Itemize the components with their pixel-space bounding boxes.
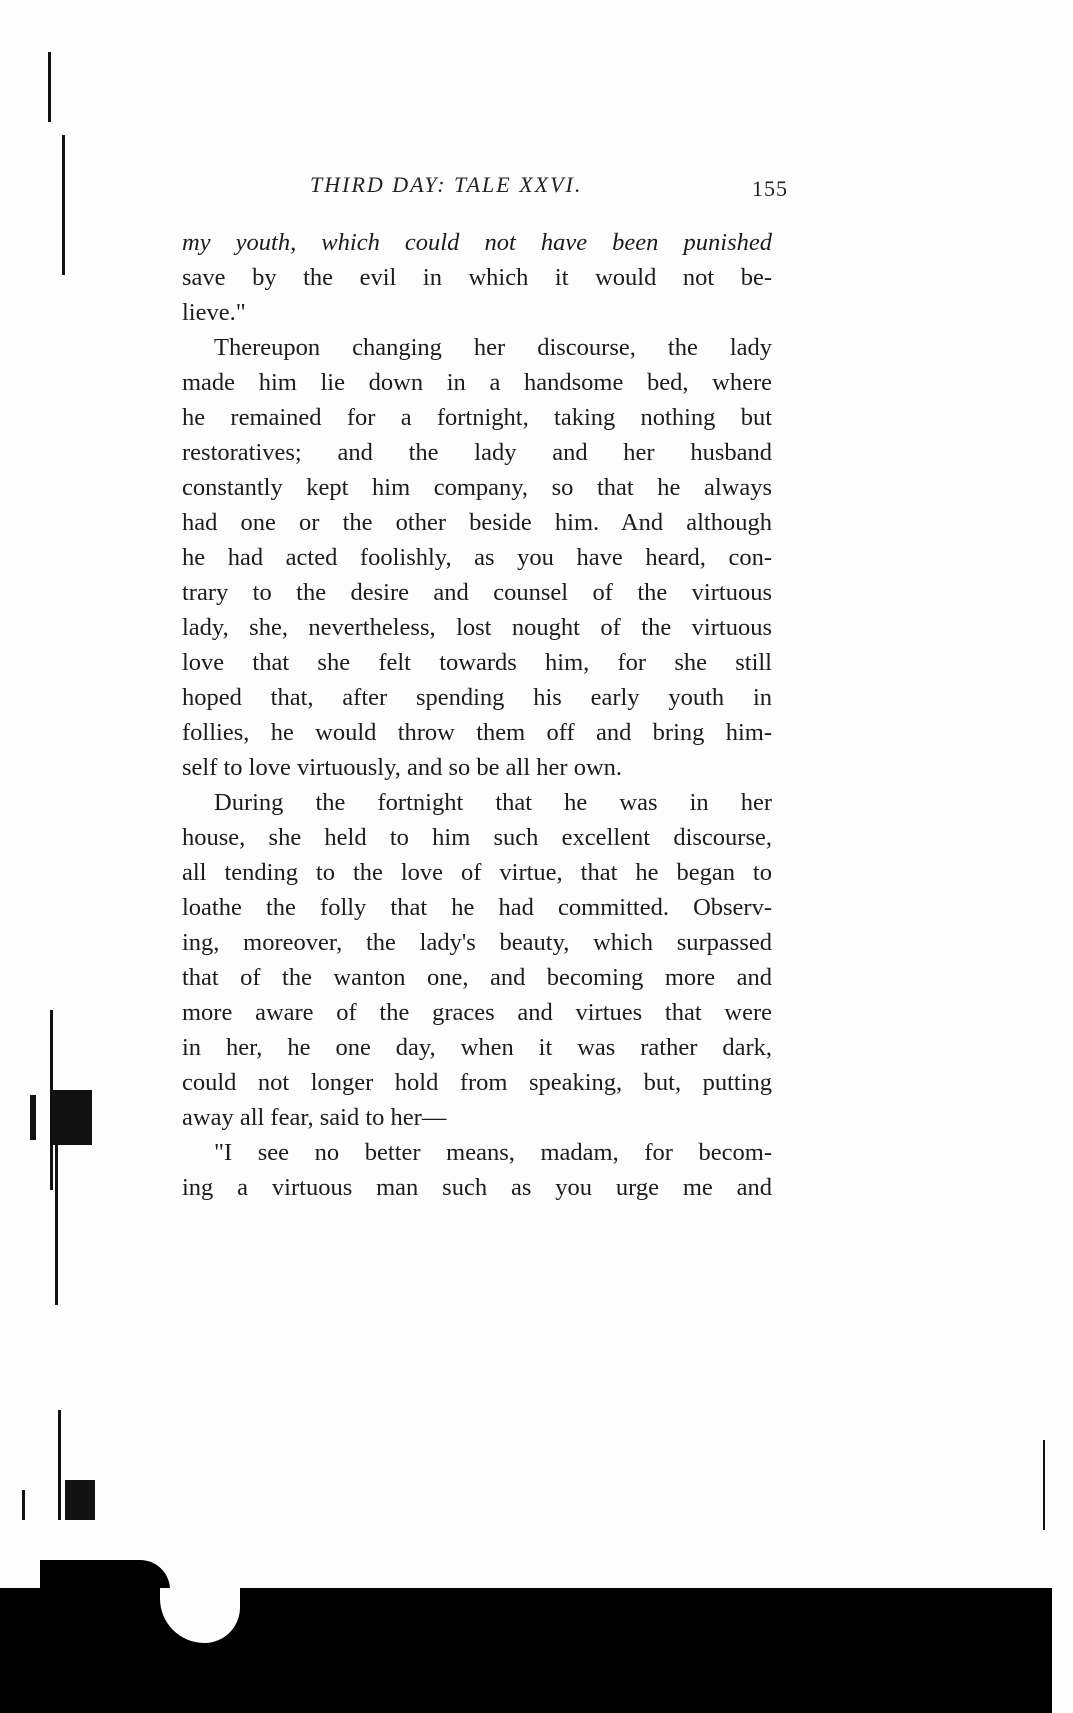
text-line: save by the evil in which it would not be- xyxy=(182,264,772,291)
text-line: in her, he one day, when it was rather dark, xyxy=(182,1034,772,1061)
text-line: hoped that, after spending his early youth in xyxy=(182,684,772,711)
text-line: lieve." xyxy=(182,299,246,326)
text-line: more aware of the graces and virtues that were xyxy=(182,999,772,1026)
text-line: my youth, which could not have been punished xyxy=(182,229,772,256)
text-line: had one or the other beside him. And although xyxy=(182,509,772,536)
text-line: away all fear, said to her— xyxy=(182,1104,447,1131)
scan-artifact xyxy=(22,1490,25,1520)
text-line: ing a virtuous man such as you urge me and xyxy=(182,1174,772,1201)
scan-artifact xyxy=(62,135,65,275)
running-title: THIRD DAY: TALE XXVI. xyxy=(310,172,583,197)
scan-artifact xyxy=(65,1480,95,1520)
page-number: 155 xyxy=(752,176,788,201)
body-text xyxy=(182,225,772,1205)
scan-artifact xyxy=(40,1560,170,1590)
text-line: "I see no better means, madam, for becom- xyxy=(214,1139,772,1166)
text-line: loathe the folly that he had committed. Observ- xyxy=(182,894,772,921)
scan-artifact xyxy=(58,1410,61,1520)
text-line: love that she felt towards him, for she still xyxy=(182,649,772,676)
scan-artifact xyxy=(55,1145,58,1305)
text-line: Thereupon changing her discourse, the lady xyxy=(214,334,772,361)
text-line: house, she held to him such excellent discourse, xyxy=(182,824,772,851)
running-head xyxy=(182,172,788,204)
scan-artifact xyxy=(52,1090,92,1145)
text-line: follies, he would throw them off and bring him- xyxy=(182,719,772,746)
text-line: all tending to the love of virtue, that he began to xyxy=(182,859,772,886)
text-line: ing, moreover, the lady's beauty, which surpassed xyxy=(182,929,772,956)
scan-artifact xyxy=(48,52,51,122)
text-line: self to love virtuously, and so be all her own. xyxy=(182,754,623,781)
text-line: he remained for a fortnight, taking nothing but xyxy=(182,404,772,431)
scan-border xyxy=(0,1588,1052,1713)
text-line: constantly kept him company, so that he always xyxy=(182,474,772,501)
text-line: lady, she, nevertheless, lost nought of the virtuous xyxy=(182,614,772,641)
text-line: made him lie down in a handsome bed, where xyxy=(182,369,772,396)
text-line: that of the wanton one, and becoming more and xyxy=(182,964,772,991)
text-line: he had acted foolishly, as you have heard, con- xyxy=(182,544,772,571)
page-edge xyxy=(1052,0,1073,1713)
scan-artifact xyxy=(1043,1440,1045,1530)
scan-artifact xyxy=(30,1095,36,1140)
text-line: restoratives; and the lady and her husband xyxy=(182,439,772,466)
text-line: During the fortnight that he was in her xyxy=(214,789,772,816)
text-line: trary to the desire and counsel of the virtuous xyxy=(182,579,772,606)
text-line: could not longer hold from speaking, but, putting xyxy=(182,1069,772,1096)
